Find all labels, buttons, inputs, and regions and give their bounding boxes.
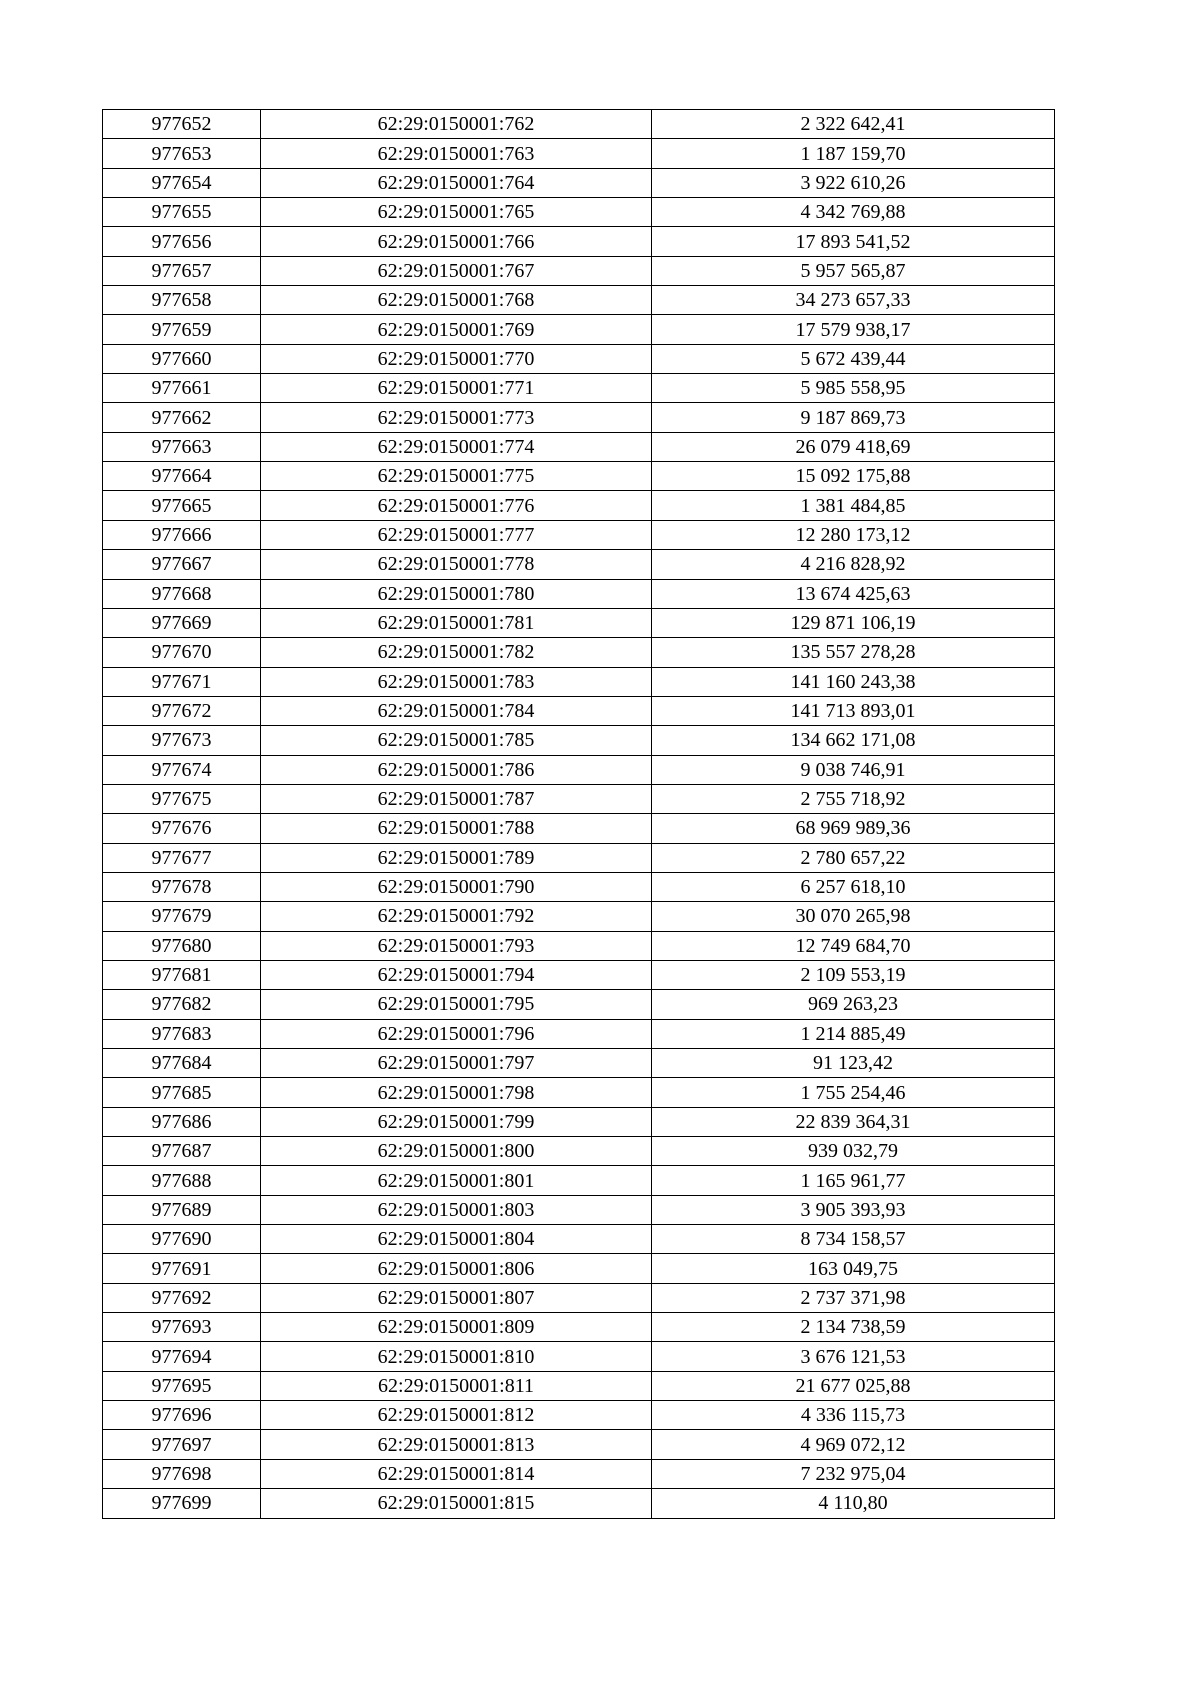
row-number-cell: 977694 xyxy=(103,1342,261,1371)
cadastral-number-cell: 62:29:0150001:781 xyxy=(261,608,652,637)
cadastral-number-cell: 62:29:0150001:803 xyxy=(261,1195,652,1224)
cadastral-number-cell: 62:29:0150001:807 xyxy=(261,1283,652,1312)
cadastral-value-cell: 6 257 618,10 xyxy=(652,872,1055,901)
cadastral-value-cell: 9 187 869,73 xyxy=(652,403,1055,432)
row-number-cell: 977685 xyxy=(103,1078,261,1107)
cadastral-value-cell: 4 342 769,88 xyxy=(652,198,1055,227)
table-row xyxy=(103,814,1055,843)
cadastral-value-cell: 134 662 171,08 xyxy=(652,726,1055,755)
table-row xyxy=(103,608,1055,637)
table-row xyxy=(103,403,1055,432)
cadastral-number-cell: 62:29:0150001:801 xyxy=(261,1166,652,1195)
cadastral-number-cell: 62:29:0150001:767 xyxy=(261,256,652,285)
row-number-cell: 977699 xyxy=(103,1489,261,1518)
cadastral-number-cell: 62:29:0150001:797 xyxy=(261,1049,652,1078)
row-number-cell: 977682 xyxy=(103,990,261,1019)
table-row xyxy=(103,960,1055,989)
cadastral-number-cell: 62:29:0150001:764 xyxy=(261,168,652,197)
table-row xyxy=(103,784,1055,813)
row-number-cell: 977657 xyxy=(103,256,261,285)
cadastral-value-cell: 2 322 642,41 xyxy=(652,110,1055,139)
cadastral-number-cell: 62:29:0150001:765 xyxy=(261,198,652,227)
table-row xyxy=(103,843,1055,872)
table-row xyxy=(103,1078,1055,1107)
table-row xyxy=(103,1254,1055,1283)
row-number-cell: 977692 xyxy=(103,1283,261,1312)
cadastral-number-cell: 62:29:0150001:793 xyxy=(261,931,652,960)
cadastral-value-cell: 15 092 175,88 xyxy=(652,462,1055,491)
cadastral-value-cell: 21 677 025,88 xyxy=(652,1371,1055,1400)
cadastral-value-cell: 26 079 418,69 xyxy=(652,432,1055,461)
cadastral-value-cell: 5 672 439,44 xyxy=(652,344,1055,373)
table-row xyxy=(103,1019,1055,1048)
table-row xyxy=(103,902,1055,931)
cadastral-value-cell: 2 755 718,92 xyxy=(652,784,1055,813)
cadastral-number-cell: 62:29:0150001:762 xyxy=(261,110,652,139)
row-number-cell: 977674 xyxy=(103,755,261,784)
cadastral-value-cell: 4 110,80 xyxy=(652,1489,1055,1518)
row-number-cell: 977688 xyxy=(103,1166,261,1195)
cadastral-value-cell: 141 713 893,01 xyxy=(652,696,1055,725)
row-number-cell: 977689 xyxy=(103,1195,261,1224)
cadastral-number-cell: 62:29:0150001:780 xyxy=(261,579,652,608)
row-number-cell: 977653 xyxy=(103,139,261,168)
table-row xyxy=(103,726,1055,755)
cadastral-number-cell: 62:29:0150001:770 xyxy=(261,344,652,373)
cadastral-number-cell: 62:29:0150001:774 xyxy=(261,432,652,461)
table-row xyxy=(103,1489,1055,1518)
cadastral-value-cell: 1 165 961,77 xyxy=(652,1166,1055,1195)
cadastral-number-cell: 62:29:0150001:775 xyxy=(261,462,652,491)
table-row xyxy=(103,1137,1055,1166)
cadastral-value-cell: 939 032,79 xyxy=(652,1137,1055,1166)
cadastral-value-cell: 141 160 243,38 xyxy=(652,667,1055,696)
row-number-cell: 977698 xyxy=(103,1459,261,1488)
cadastral-number-cell: 62:29:0150001:809 xyxy=(261,1313,652,1342)
table-row xyxy=(103,1371,1055,1400)
cadastral-value-cell: 135 557 278,28 xyxy=(652,638,1055,667)
row-number-cell: 977679 xyxy=(103,902,261,931)
cadastral-value-cell: 22 839 364,31 xyxy=(652,1107,1055,1136)
table-row xyxy=(103,1342,1055,1371)
cadastral-number-cell: 62:29:0150001:812 xyxy=(261,1401,652,1430)
table-row xyxy=(103,344,1055,373)
table-row xyxy=(103,1195,1055,1224)
row-number-cell: 977660 xyxy=(103,344,261,373)
table-row xyxy=(103,579,1055,608)
table-row xyxy=(103,1430,1055,1459)
table-row xyxy=(103,696,1055,725)
cadastral-value-cell: 129 871 106,19 xyxy=(652,608,1055,637)
row-number-cell: 977684 xyxy=(103,1049,261,1078)
cadastral-value-cell: 12 280 173,12 xyxy=(652,520,1055,549)
cadastral-value-cell: 7 232 975,04 xyxy=(652,1459,1055,1488)
row-number-cell: 977670 xyxy=(103,638,261,667)
cadastral-number-cell: 62:29:0150001:795 xyxy=(261,990,652,1019)
cadastral-value-cell: 4 216 828,92 xyxy=(652,550,1055,579)
cadastral-number-cell: 62:29:0150001:784 xyxy=(261,696,652,725)
cadastral-number-cell: 62:29:0150001:798 xyxy=(261,1078,652,1107)
row-number-cell: 977654 xyxy=(103,168,261,197)
row-number-cell: 977683 xyxy=(103,1019,261,1048)
row-number-cell: 977672 xyxy=(103,696,261,725)
cadastral-number-cell: 62:29:0150001:782 xyxy=(261,638,652,667)
row-number-cell: 977678 xyxy=(103,872,261,901)
table-row xyxy=(103,1313,1055,1342)
cadastral-number-cell: 62:29:0150001:790 xyxy=(261,872,652,901)
cadastral-value-cell: 17 579 938,17 xyxy=(652,315,1055,344)
cadastral-value-cell: 34 273 657,33 xyxy=(652,286,1055,315)
cadastral-value-cell: 1 214 885,49 xyxy=(652,1019,1055,1048)
cadastral-number-cell: 62:29:0150001:778 xyxy=(261,550,652,579)
cadastral-number-cell: 62:29:0150001:768 xyxy=(261,286,652,315)
row-number-cell: 977677 xyxy=(103,843,261,872)
cadastral-value-cell: 1 187 159,70 xyxy=(652,139,1055,168)
cadastral-value-cell: 17 893 541,52 xyxy=(652,227,1055,256)
cadastral-number-cell: 62:29:0150001:794 xyxy=(261,960,652,989)
cadastral-value-cell: 4 969 072,12 xyxy=(652,1430,1055,1459)
table-row xyxy=(103,520,1055,549)
cadastral-number-cell: 62:29:0150001:777 xyxy=(261,520,652,549)
cadastral-value-cell: 3 676 121,53 xyxy=(652,1342,1055,1371)
table-row xyxy=(103,1283,1055,1312)
row-number-cell: 977656 xyxy=(103,227,261,256)
table-row xyxy=(103,755,1055,784)
row-number-cell: 977695 xyxy=(103,1371,261,1400)
table-row xyxy=(103,667,1055,696)
cadastral-number-cell: 62:29:0150001:796 xyxy=(261,1019,652,1048)
table-row xyxy=(103,491,1055,520)
cadastral-number-cell: 62:29:0150001:773 xyxy=(261,403,652,432)
row-number-cell: 977663 xyxy=(103,432,261,461)
table-row xyxy=(103,374,1055,403)
table-row xyxy=(103,227,1055,256)
row-number-cell: 977673 xyxy=(103,726,261,755)
cadastral-number-cell: 62:29:0150001:800 xyxy=(261,1137,652,1166)
cadastral-number-cell: 62:29:0150001:786 xyxy=(261,755,652,784)
table-row xyxy=(103,139,1055,168)
cadastral-number-cell: 62:29:0150001:792 xyxy=(261,902,652,931)
cadastral-value-cell: 3 905 393,93 xyxy=(652,1195,1055,1224)
row-number-cell: 977676 xyxy=(103,814,261,843)
table-row xyxy=(103,198,1055,227)
cadastral-value-cell: 12 749 684,70 xyxy=(652,931,1055,960)
table-row xyxy=(103,1107,1055,1136)
row-number-cell: 977665 xyxy=(103,491,261,520)
cadastral-number-cell: 62:29:0150001:771 xyxy=(261,374,652,403)
row-number-cell: 977675 xyxy=(103,784,261,813)
table-row xyxy=(103,1225,1055,1254)
row-number-cell: 977680 xyxy=(103,931,261,960)
row-number-cell: 977671 xyxy=(103,667,261,696)
cadastral-number-cell: 62:29:0150001:769 xyxy=(261,315,652,344)
row-number-cell: 977662 xyxy=(103,403,261,432)
row-number-cell: 977691 xyxy=(103,1254,261,1283)
row-number-cell: 977661 xyxy=(103,374,261,403)
row-number-cell: 977686 xyxy=(103,1107,261,1136)
table-row xyxy=(103,1401,1055,1430)
cadastral-number-cell: 62:29:0150001:811 xyxy=(261,1371,652,1400)
row-number-cell: 977666 xyxy=(103,520,261,549)
cadastral-value-cell: 1 381 484,85 xyxy=(652,491,1055,520)
row-number-cell: 977667 xyxy=(103,550,261,579)
table-row xyxy=(103,462,1055,491)
cadastral-value-cell: 3 922 610,26 xyxy=(652,168,1055,197)
row-number-cell: 977658 xyxy=(103,286,261,315)
table-row xyxy=(103,1459,1055,1488)
table-row xyxy=(103,256,1055,285)
table-row xyxy=(103,872,1055,901)
table-row xyxy=(103,432,1055,461)
cadastral-number-cell: 62:29:0150001:806 xyxy=(261,1254,652,1283)
row-number-cell: 977690 xyxy=(103,1225,261,1254)
row-number-cell: 977664 xyxy=(103,462,261,491)
table-row xyxy=(103,286,1055,315)
cadastral-value-cell: 4 336 115,73 xyxy=(652,1401,1055,1430)
row-number-cell: 977697 xyxy=(103,1430,261,1459)
table-row xyxy=(103,1049,1055,1078)
cadastral-number-cell: 62:29:0150001:776 xyxy=(261,491,652,520)
cadastral-value-cell: 30 070 265,98 xyxy=(652,902,1055,931)
table-row xyxy=(103,1166,1055,1195)
row-number-cell: 977696 xyxy=(103,1401,261,1430)
cadastral-value-cell: 68 969 989,36 xyxy=(652,814,1055,843)
cadastral-value-cell: 8 734 158,57 xyxy=(652,1225,1055,1254)
cadastral-value-cell: 2 780 657,22 xyxy=(652,843,1055,872)
row-number-cell: 977693 xyxy=(103,1313,261,1342)
table-row xyxy=(103,315,1055,344)
cadastral-value-cell: 9 038 746,91 xyxy=(652,755,1055,784)
cadastral-number-cell: 62:29:0150001:787 xyxy=(261,784,652,813)
cadastral-value-cell: 91 123,42 xyxy=(652,1049,1055,1078)
table-row xyxy=(103,990,1055,1019)
cadastral-value-cell: 2 134 738,59 xyxy=(652,1313,1055,1342)
table-row xyxy=(103,638,1055,667)
cadastral-number-cell: 62:29:0150001:785 xyxy=(261,726,652,755)
cadastral-value-cell: 5 985 558,95 xyxy=(652,374,1055,403)
cadastral-number-cell: 62:29:0150001:766 xyxy=(261,227,652,256)
cadastral-number-cell: 62:29:0150001:813 xyxy=(261,1430,652,1459)
cadastral-number-cell: 62:29:0150001:810 xyxy=(261,1342,652,1371)
row-number-cell: 977655 xyxy=(103,198,261,227)
table-body xyxy=(103,110,1055,1519)
cadastral-number-cell: 62:29:0150001:789 xyxy=(261,843,652,872)
cadastral-value-cell: 2 109 553,19 xyxy=(652,960,1055,989)
row-number-cell: 977652 xyxy=(103,110,261,139)
table-row xyxy=(103,168,1055,197)
row-number-cell: 977668 xyxy=(103,579,261,608)
cadastral-number-cell: 62:29:0150001:763 xyxy=(261,139,652,168)
cadastral-value-table xyxy=(102,109,1055,1519)
cadastral-number-cell: 62:29:0150001:804 xyxy=(261,1225,652,1254)
table-row xyxy=(103,550,1055,579)
cadastral-value-cell: 163 049,75 xyxy=(652,1254,1055,1283)
table-row xyxy=(103,110,1055,139)
cadastral-number-cell: 62:29:0150001:814 xyxy=(261,1459,652,1488)
cadastral-number-cell: 62:29:0150001:783 xyxy=(261,667,652,696)
row-number-cell: 977669 xyxy=(103,608,261,637)
cadastral-value-cell: 969 263,23 xyxy=(652,990,1055,1019)
table-row xyxy=(103,931,1055,960)
cadastral-number-cell: 62:29:0150001:815 xyxy=(261,1489,652,1518)
cadastral-value-cell: 5 957 565,87 xyxy=(652,256,1055,285)
cadastral-number-cell: 62:29:0150001:788 xyxy=(261,814,652,843)
row-number-cell: 977681 xyxy=(103,960,261,989)
row-number-cell: 977659 xyxy=(103,315,261,344)
cadastral-value-cell: 2 737 371,98 xyxy=(652,1283,1055,1312)
cadastral-value-cell: 13 674 425,63 xyxy=(652,579,1055,608)
cadastral-value-cell: 1 755 254,46 xyxy=(652,1078,1055,1107)
cadastral-number-cell: 62:29:0150001:799 xyxy=(261,1107,652,1136)
row-number-cell: 977687 xyxy=(103,1137,261,1166)
